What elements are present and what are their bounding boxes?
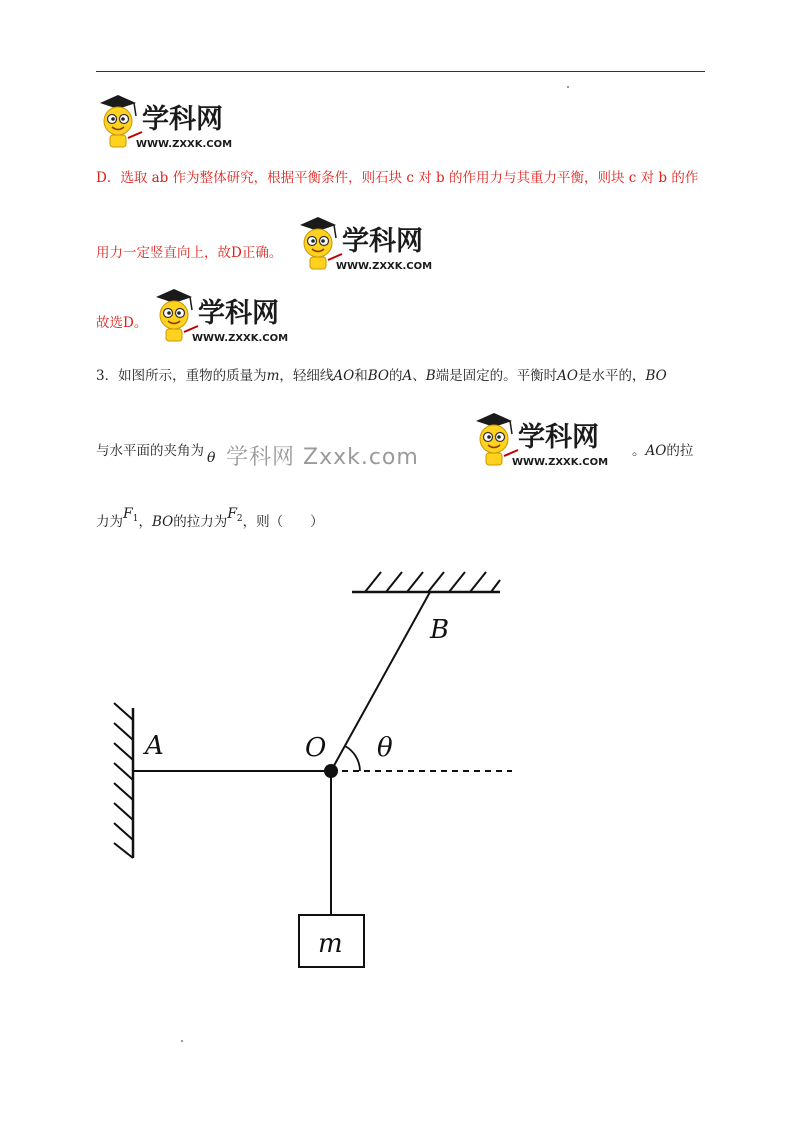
label-m: m <box>318 929 343 959</box>
wall-hatch <box>114 703 133 858</box>
zxxk-logo-graphic <box>296 216 456 276</box>
label-theta: θ <box>377 733 393 763</box>
logo-url: WWW.ZXXK.COM <box>336 261 433 272</box>
problem-line-2a: 与水平面的夹角为 <box>96 443 204 459</box>
logo-url: WWW.ZXXK.COM <box>512 457 609 468</box>
zxxk-logo <box>152 288 312 348</box>
label-b: B <box>430 615 450 645</box>
label-o: O <box>305 733 327 763</box>
zxxk-logo-graphic <box>152 288 312 348</box>
solution-answer: 故选D。 <box>96 315 148 331</box>
logo-url: WWW.ZXXK.COM <box>192 333 289 344</box>
zxxk-logo <box>296 216 456 276</box>
angle-arc <box>345 746 360 771</box>
zxxk-logo <box>472 412 632 472</box>
speck <box>181 1040 183 1042</box>
zxxk-logo <box>96 94 256 154</box>
problem-line-3: 力为$F_1$，BO的拉力为$F_2$，则（ ） <box>96 506 324 530</box>
zxxk-logo-graphic <box>472 412 632 472</box>
solution-line-1: D．选取 ab 作为整体研究，根据平衡条件，则石块 c 对 b 的作用力与其重力平衡，则块 c 对 b 的作 <box>96 170 699 186</box>
problem-line-1: 3．如图所示，重物的质量为m，轻细线AO和BO的A、B端是固定的。平衡时AO是水平的，BO <box>96 368 667 384</box>
logo-url: WWW.ZXXK.COM <box>136 139 233 150</box>
problem-line-2b: 。AO的拉 <box>632 443 694 459</box>
header-rule <box>96 71 705 72</box>
logo-text: 学科网 <box>142 104 223 135</box>
solution-line-2: 用力一定竖直向上，故D正确。 <box>96 245 283 261</box>
logo-text: 学科网 <box>198 298 279 329</box>
force-diagram <box>100 560 520 980</box>
knot-o <box>324 764 338 778</box>
f1-symbol: $F_1$ <box>123 506 139 524</box>
watermark-text: 学科网 Zxxk.com <box>226 445 419 470</box>
label-a: A <box>145 731 164 761</box>
logo-text: 学科网 <box>518 422 599 453</box>
ceiling-hatch <box>365 572 500 592</box>
speck <box>567 86 569 88</box>
theta-symbol: θ <box>207 450 216 466</box>
f2-symbol: $F_2$ <box>227 506 243 524</box>
logo-text: 学科网 <box>342 226 423 257</box>
zxxk-logo-graphic <box>96 94 256 154</box>
